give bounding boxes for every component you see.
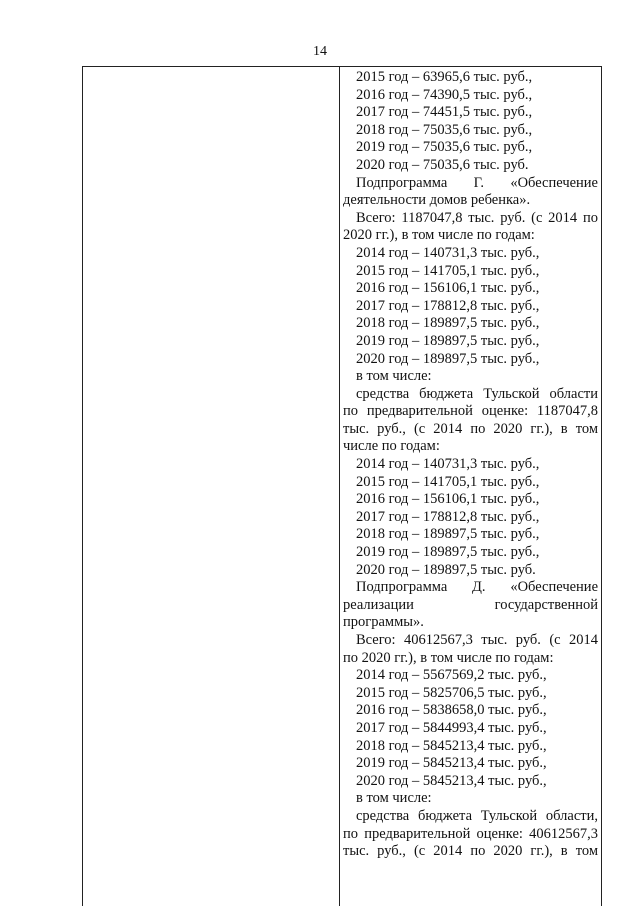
text-line: 2017 год – 178812,8 тыс. руб., (356, 297, 540, 314)
text-line: программы». (343, 614, 424, 631)
text-line: 2017 год – 178812,8 тыс. руб., (356, 508, 540, 525)
text-line: 2015 год – 141705,1 тыс. руб., (356, 473, 540, 490)
text-line: в том числе: (356, 368, 432, 385)
text-line: 2015 год – 5825706,5 тыс. руб., (356, 684, 547, 701)
text-line: реализации государственной (343, 596, 598, 613)
table-left-cell (83, 67, 340, 906)
text-line: средства бюджета Тульской области, (356, 807, 598, 824)
text-line: деятельности домов ребенка». (343, 192, 531, 209)
text-line: 2020 год – 5845213,4 тыс. руб., (356, 772, 547, 789)
page-number: 14 (313, 44, 327, 59)
text-line: по предварительной оценке: 1187047,8 (343, 403, 598, 420)
text-line: 2020 год – 75035,6 тыс. руб. (356, 156, 529, 173)
text-line: 2016 год – 5838658,0 тыс. руб., (356, 702, 547, 719)
text-line: 2018 год – 75035,6 тыс. руб., (356, 121, 533, 138)
text-line: в том числе: (356, 790, 432, 807)
text-line: 2014 год – 5567569,2 тыс. руб., (356, 667, 547, 684)
text-line: 2017 год – 74451,5 тыс. руб., (356, 104, 533, 121)
text-line: 2018 год – 189897,5 тыс. руб., (356, 526, 540, 543)
text-line: 2016 год – 74390,5 тыс. руб., (356, 86, 533, 103)
text-line: 2019 год – 189897,5 тыс. руб., (356, 332, 540, 349)
table-right-cell (340, 67, 601, 906)
text-line: Всего: 40612567,3 тыс. руб. (с 2014 (356, 632, 598, 648)
text-line: тыс. руб., (с 2014 по 2020 гг.), в том (343, 843, 598, 860)
text-line: 2014 год – 140731,3 тыс. руб., (356, 456, 540, 473)
text-line: Всего: 1187047,8 тыс. руб. (с 2014 по (356, 209, 598, 226)
text-line: по предварительной оценке: 40612567,3 (343, 825, 598, 842)
program-table (82, 66, 602, 906)
text-line: 2019 год – 189897,5 тыс. руб., (356, 544, 540, 561)
text-line: 2019 год – 5845213,4 тыс. руб., (356, 755, 547, 772)
text-line: по 2020 гг.), в том числе по годам: (343, 649, 554, 666)
text-line: 2014 год – 140731,3 тыс. руб., (356, 244, 540, 261)
text-line: 2018 год – 189897,5 тыс. руб., (356, 315, 540, 332)
text-line: 2017 год – 5844993,4 тыс. руб., (356, 719, 547, 736)
text-line: 2020 год – 189897,5 тыс. руб. (356, 561, 536, 578)
funding-text-lines (340, 69, 601, 861)
text-line: тыс. руб., (с 2014 по 2020 гг.), в том (343, 420, 598, 437)
text-line: Подпрограмма Д. «Обеспечение (356, 579, 598, 596)
text-line: 2015 год – 63965,6 тыс. руб., (356, 69, 533, 85)
text-line: 2015 год – 141705,1 тыс. руб., (356, 262, 540, 279)
text-line: 2020 год – 189897,5 тыс. руб., (356, 350, 540, 367)
text-line: средства бюджета Тульской области (356, 385, 598, 402)
text-line: 2020 гг.), в том числе по годам: (343, 227, 535, 244)
text-line: 2019 год – 75035,6 тыс. руб., (356, 139, 533, 156)
text-line: 2016 год – 156106,1 тыс. руб., (356, 491, 540, 508)
text-line: Подпрограмма Г. «Обеспечение (356, 174, 598, 191)
text-line: 2016 год – 156106,1 тыс. руб., (356, 280, 540, 297)
text-line: 2018 год – 5845213,4 тыс. руб., (356, 737, 547, 754)
text-line: числе по годам: (343, 438, 440, 455)
